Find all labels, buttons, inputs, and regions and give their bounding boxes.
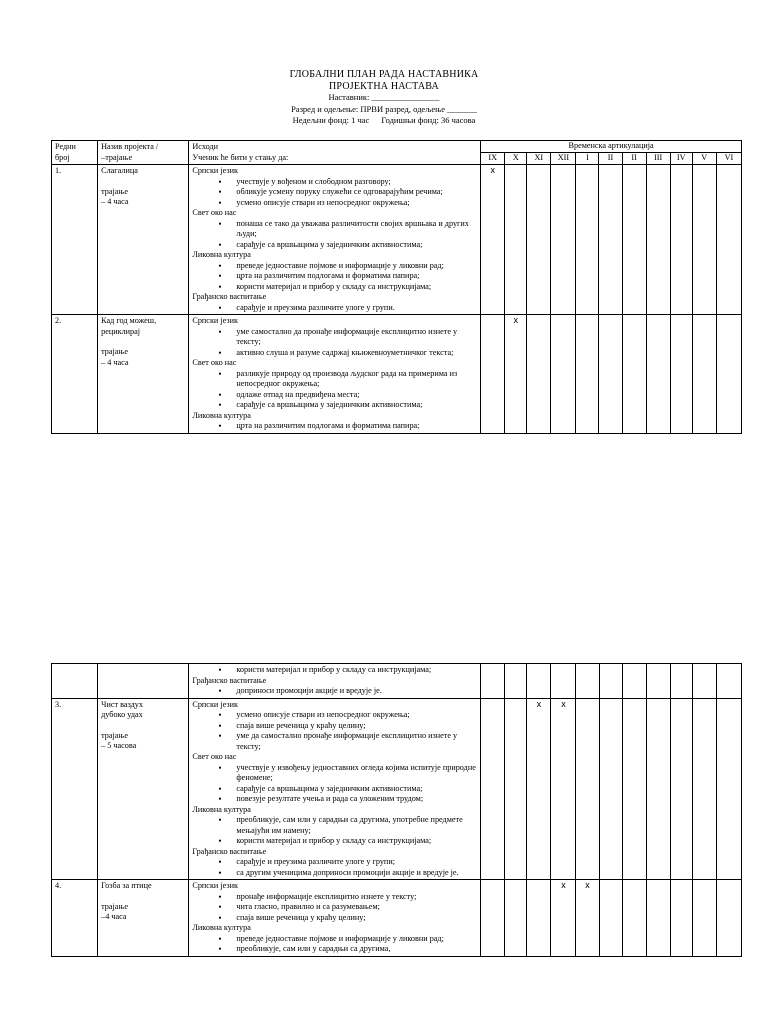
outcome-item: • сарађује са вршњацима у заједничким активностима; xyxy=(236,400,477,411)
outcome-item: • понаша се тако да уважава различитости својих вршњака и других људи; xyxy=(236,219,477,240)
month-cell xyxy=(716,664,741,699)
subject-heading: Српски језик xyxy=(192,699,238,709)
outcome-item: • користи материјал и прибор у складу са инструкцијама; xyxy=(236,282,477,293)
outcome-item: • сарађује са вршњацима у заједничким активностима; xyxy=(236,240,477,251)
table-row xyxy=(52,165,742,315)
outcome-item: • црта на различитим подлогама и форматима папира; xyxy=(236,271,477,282)
outcome-item: • пронађе информације експлицитно изнете у тексту; xyxy=(236,892,477,903)
outcome-item: • користи материјал и прибор у складу са инструкцијама; xyxy=(236,836,477,847)
outcome-item: • учествује у извођењу једноставних огледа којима испитује природне феномене; xyxy=(236,763,477,784)
month-cell xyxy=(716,880,741,957)
month-header: II xyxy=(622,153,646,165)
month-cell xyxy=(670,664,692,699)
row-number: 3. xyxy=(52,698,98,880)
month-header: VI xyxy=(716,153,741,165)
outcome-item: • повезује резултате учења и рада са уложеним трудом; xyxy=(236,794,477,805)
month-header: IV xyxy=(670,153,692,165)
month-header: I xyxy=(576,153,599,165)
month-header: XII xyxy=(551,153,576,165)
subject-heading: Свет око нас xyxy=(192,208,237,217)
project-outcomes xyxy=(189,664,481,699)
month-cell xyxy=(481,315,505,434)
month-cell xyxy=(576,698,599,880)
month-cell xyxy=(716,315,741,434)
subject-heading: Грађанско васпитање xyxy=(192,675,267,685)
subject-heading: Ликовна култура xyxy=(192,804,251,814)
month-cell xyxy=(599,664,622,699)
month-cell xyxy=(481,664,505,699)
month-cell xyxy=(551,165,576,315)
table-row xyxy=(52,664,742,699)
month-cell xyxy=(481,165,505,315)
weekly-fund: Недељни фонд: 1 час xyxy=(292,115,370,125)
month-cell xyxy=(692,880,716,957)
month-cell xyxy=(505,315,527,434)
month-cell xyxy=(646,698,670,880)
outcome-item: • преобликује, сам или у сарадњи са другима, употребне предмете мењајући им намену; xyxy=(236,815,477,836)
month-cell xyxy=(527,664,551,699)
month-header: X xyxy=(505,153,527,165)
month-cell xyxy=(670,880,692,957)
month-cell xyxy=(599,880,622,957)
project-name: Чист ваздух дубоко удах трајање – 5 часова xyxy=(98,698,189,880)
teacher-line: Наставник: ________________ xyxy=(328,92,440,102)
outcome-item: • уме самостално да пронађе информације експлицитно изнете у тексту; xyxy=(236,327,477,348)
table-row xyxy=(52,880,742,957)
month-mark: x xyxy=(513,315,519,325)
month-cell xyxy=(576,315,599,434)
month-cell xyxy=(599,315,622,434)
plan-subtitle: ПРОЈЕКТНА НАСТАВА xyxy=(329,80,439,92)
month-cell xyxy=(692,664,716,699)
month-cell xyxy=(692,315,716,434)
month-cell xyxy=(646,315,670,434)
month-mark: x xyxy=(561,698,566,709)
month-cell xyxy=(551,315,576,434)
outcome-item: • црта на различитим подлогама и форматима папира; xyxy=(236,421,477,432)
subject-heading: Српски језик xyxy=(192,316,238,325)
month-cell xyxy=(505,165,527,315)
outcome-item: • спаја више реченица у краћу целину; xyxy=(236,913,477,924)
subject-heading: Ликовна култура xyxy=(192,410,251,420)
month-cell xyxy=(716,165,741,315)
plan-title: ГЛОБАЛНИ ПЛАН РАДА НАСТАВНИКА xyxy=(289,69,479,80)
outcome-item: • преведе једноставне појмове и информације у ликовни рад; xyxy=(236,261,477,272)
month-cell xyxy=(505,698,527,880)
outcome-item: • обликује усмену поруку служећи се одговарајућим речима; xyxy=(236,187,477,198)
subject-heading: Свет око нас xyxy=(192,752,237,761)
month-cell xyxy=(481,880,505,957)
month-mark: x xyxy=(536,698,542,709)
month-cell xyxy=(551,880,576,957)
month-cell xyxy=(646,664,670,699)
fund-line xyxy=(0,115,768,127)
month-mark: x xyxy=(490,165,495,175)
month-cell xyxy=(599,165,622,315)
project-name: Кад год можеш, рециклирај трајање – 4 часа xyxy=(98,315,189,434)
outcome-item: • разликује природу од производа људског рада на примерима из непосредног окружења; xyxy=(236,369,477,390)
row-number: 4. xyxy=(52,880,98,957)
month-header: IX xyxy=(481,153,505,165)
month-cell xyxy=(670,698,692,880)
subject-heading: Српски језик xyxy=(192,166,238,175)
month-header: III xyxy=(646,153,670,165)
month-cell xyxy=(505,664,527,699)
month-cell xyxy=(481,698,505,880)
outcome-item: • преобликује, сам или у сарадњи са другима, xyxy=(236,944,477,955)
subject-heading: Српски језик xyxy=(192,881,238,890)
outcome-item: • користи материјал и прибор у складу са инструкцијама; xyxy=(236,665,477,676)
month-cell xyxy=(576,664,599,699)
month-cell xyxy=(622,664,646,699)
subject-heading: Ликовна култура xyxy=(192,250,251,259)
project-name: Гозба за птице трајање –4 часа xyxy=(98,880,189,957)
project-outcomes xyxy=(189,880,481,957)
outcome-item: • одлаже отпад на предвиђена места; xyxy=(236,390,477,401)
outcome-item: • усмено описује ствари из непосредног окружења; xyxy=(236,710,477,721)
col-header-project: Назив пројекта / –трајање xyxy=(98,141,189,165)
outcome-item: • усмено описује ствари из непосредног окружења; xyxy=(236,198,477,209)
month-cell xyxy=(576,165,599,315)
outcome-item: • чита гласно, правилно и са разумевањем; xyxy=(236,902,477,913)
col-header-timeline: Временска артикулација xyxy=(481,141,742,153)
month-cell xyxy=(716,698,741,880)
month-cell xyxy=(622,165,646,315)
project-outcomes xyxy=(189,698,481,880)
month-cell xyxy=(527,165,551,315)
month-cell xyxy=(692,698,716,880)
plan-table-page-2 xyxy=(51,663,742,957)
table-row xyxy=(52,315,742,434)
outcome-item: • учествује у вођеном и слободном разговору; xyxy=(236,177,477,188)
outcome-item: • активно слуша и разуме садржај књижевноуметничког текста; xyxy=(236,348,477,359)
outcome-item: • спаја више реченица у краћу целину; xyxy=(236,721,477,732)
subject-heading: Свет око нас xyxy=(192,358,237,367)
col-header-number: Редни број xyxy=(52,141,98,165)
outcome-item: • доприноси промоцији акције и вредује је. xyxy=(236,686,477,697)
outcome-item: • сарађује и преузима различите улоге у групи; xyxy=(236,857,477,868)
month-cell xyxy=(551,698,576,880)
month-cell xyxy=(622,315,646,434)
subject-heading: Ликовна култура xyxy=(192,923,251,932)
row-number: 1. xyxy=(52,165,98,315)
yearly-fund: Годишњи фонд: 36 часова xyxy=(381,115,476,125)
grade-line: Разред и одељење: ПРВИ разред, одељење _______ xyxy=(291,103,477,114)
month-cell xyxy=(622,880,646,957)
outcome-item: • сарађује са вршњацима у заједничким активностима; xyxy=(236,784,477,795)
document-header xyxy=(0,69,768,127)
subject-heading: Грађанско васпитање xyxy=(192,292,267,301)
month-cell xyxy=(670,315,692,434)
outcome-item: • уме да самостално пронађе информације експлицитно изнете у тексту; xyxy=(236,731,477,752)
month-cell xyxy=(527,698,551,880)
month-cell xyxy=(670,165,692,315)
row-number xyxy=(52,664,98,699)
row-number: 2. xyxy=(52,315,98,434)
month-cell xyxy=(527,880,551,957)
month-cell xyxy=(527,315,551,434)
table-row xyxy=(52,698,742,880)
month-cell xyxy=(599,698,622,880)
outcome-item: • са другим ученицима доприноси промоцији акције и вредује је. xyxy=(236,868,477,879)
month-header: V xyxy=(692,153,716,165)
month-header: II xyxy=(599,153,622,165)
month-cell xyxy=(505,880,527,957)
month-cell xyxy=(551,664,576,699)
outcome-item: • преведе једноставне појмове и информације у ликовни рад; xyxy=(236,934,477,945)
month-cell xyxy=(576,880,599,957)
col-header-outcomes: Исходи Ученик ће бити у стању да: xyxy=(189,141,481,165)
project-name xyxy=(98,664,189,699)
month-mark: x xyxy=(585,880,590,890)
project-outcomes xyxy=(189,315,481,434)
month-cell xyxy=(646,165,670,315)
project-name: Слагалица трајање – 4 часа xyxy=(98,165,189,315)
outcome-item: • сарађује и преузима различите улоге у групи. xyxy=(236,303,477,314)
plan-table-page-1 xyxy=(51,140,742,434)
month-header: XI xyxy=(527,153,551,165)
month-cell xyxy=(622,698,646,880)
month-mark: x xyxy=(561,880,566,890)
subject-heading: Грађанско васпитање xyxy=(192,846,267,856)
project-outcomes xyxy=(189,165,481,315)
month-cell xyxy=(692,165,716,315)
month-cell xyxy=(646,880,670,957)
